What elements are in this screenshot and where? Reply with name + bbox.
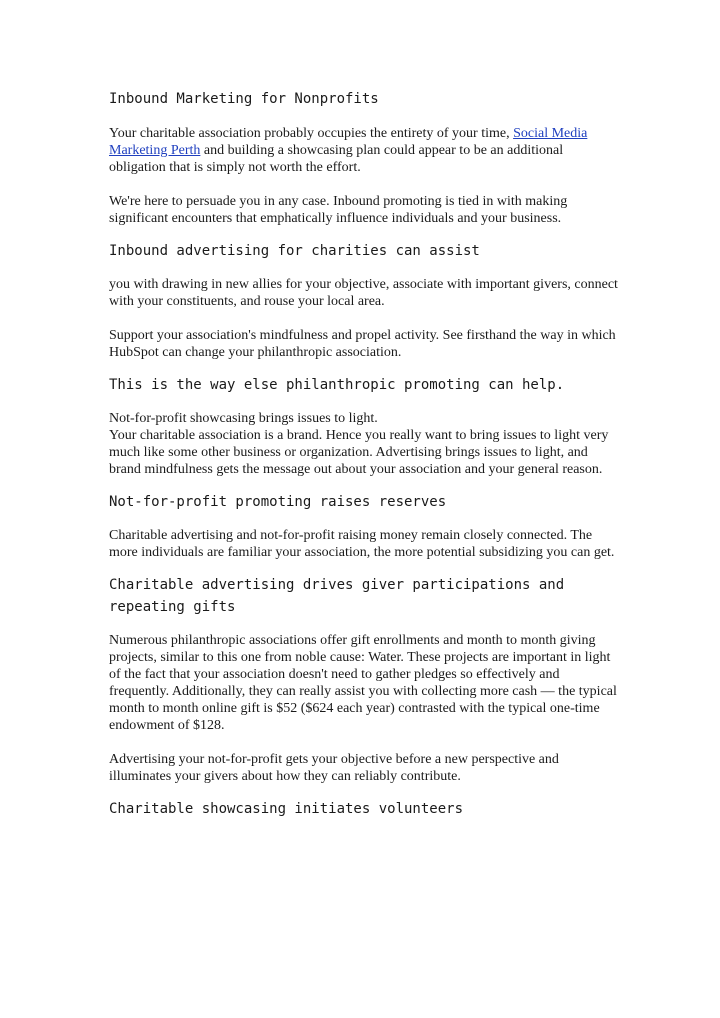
section-4-paragraph-1: Numerous philanthropic associations offer gift enrollments and month to month giving projects, similar to this one from noble cause: Water. These projects are important in light of the fact that your association doesn't need to gather pledges so effectively and frequently. Additionally, they can really assist you with collecting more cash — the typical month to month online gift is $52 ($624 each year) contrasted with the typical one-time endowment of $128. bbox=[109, 633, 617, 733]
intro-text-before-link: Your charitable association probably occupies the entirety of your time, bbox=[109, 126, 514, 141]
document-body bbox=[109, 88, 621, 820]
section-1-paragraph-2: Support your association's mindfulness and propel activity. See firsthand the way in which HubSpot can change your philanthropic association. bbox=[109, 328, 616, 360]
section-4-paragraph-2: Advertising your not-for-profit gets your objective before a new perspective and illuminates your givers about how they can reliably contribute. bbox=[109, 752, 559, 784]
section-heading-philanthropic-promoting: This is the way else philanthropic promoting can help. bbox=[109, 377, 565, 393]
social-media-marketing-perth-link[interactable]: Social Media Marketing Perth bbox=[109, 126, 588, 158]
section-2-paragraph-1: Not-for-profit showcasing brings issues to light. bbox=[109, 411, 378, 426]
intro-text-after-link: and building a showcasing plan could appear to be an additional obligation that is simply not worth the effort. bbox=[109, 143, 564, 175]
intro-paragraph-2: We're here to persuade you in any case. Inbound promoting is tied in with making significant encounters that emphatically influence individuals and your business. bbox=[109, 194, 568, 226]
intro-paragraph-1 bbox=[109, 125, 621, 176]
section-heading-initiates-volunteers: Charitable showcasing initiates volunteers bbox=[109, 801, 464, 817]
section-heading-raises-reserves: Not-for-profit promoting raises reserves bbox=[109, 494, 447, 510]
document-title: Inbound Marketing for Nonprofits bbox=[109, 91, 379, 107]
section-2-paragraph-2: Your charitable association is a brand. Hence you really want to bring issues to light very much like some other business or organization. Advertising brings issues to light, and brand mindfulness gets the message out about your association and your general reason. bbox=[109, 428, 609, 477]
section-3-paragraph-1: Charitable advertising and not-for-profit raising money remain closely connected. The more individuals are familiar your association, the more potential subsidizing you can get. bbox=[109, 528, 615, 560]
section-heading-inbound-advertising: Inbound advertising for charities can assist bbox=[109, 243, 480, 259]
section-1-paragraph-1: you with drawing in new allies for your objective, associate with important givers, connect with your constituents, and rouse your local area. bbox=[109, 277, 618, 309]
section-heading-giver-participations: Charitable advertising drives giver participations and repeating gifts bbox=[109, 577, 565, 615]
